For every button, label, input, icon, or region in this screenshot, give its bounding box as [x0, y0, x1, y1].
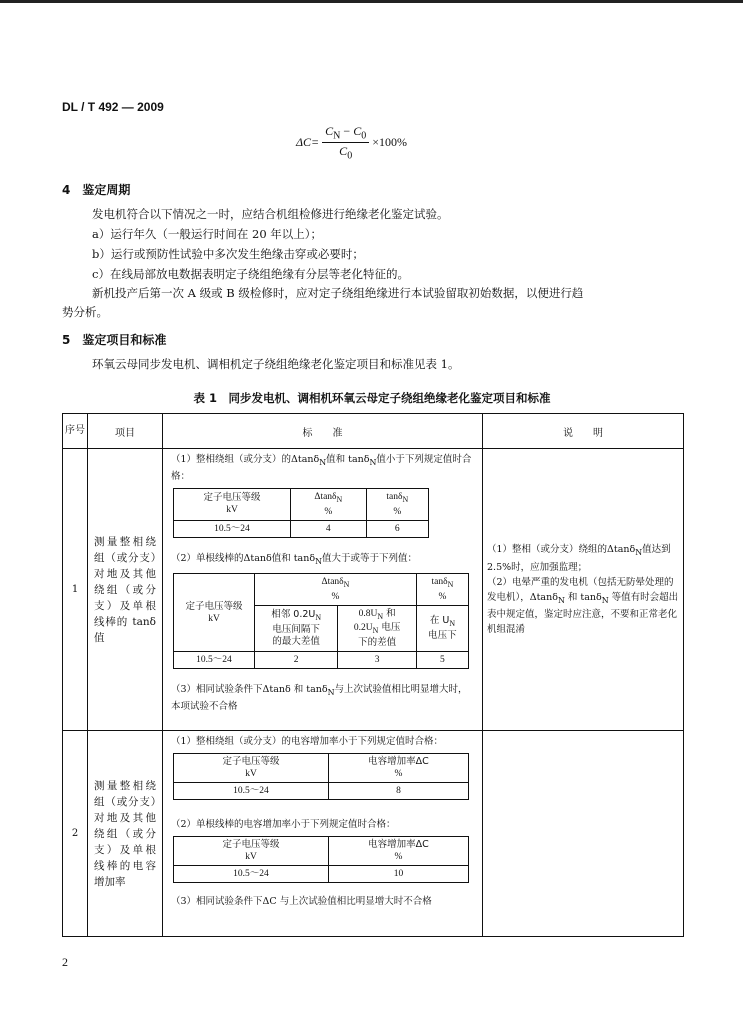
t3-header-voltage: 定子电压等级 kV	[174, 754, 329, 783]
t1-header-delta-tan: Δtanδ$_N$ %	[291, 488, 367, 520]
header-item: 项目	[88, 414, 163, 449]
section-4-intro: 发电机符合以下情况之一时，应结合机组检修进行绝缘老化鉴定试验。	[92, 207, 449, 221]
t3-capacitance-value: 8	[329, 783, 469, 800]
table-row	[63, 731, 684, 937]
row-1-criterion-2: （2）单根线棒的Δtanδ值和 tanδ$_N$值大于或等于下列值：	[171, 552, 418, 566]
row-2-criterion-2: （2）单根线棒的电容增加率小于下列规定值时合格：	[171, 819, 396, 830]
t2-adjacent-value: 2	[255, 652, 338, 669]
assessment-table	[62, 413, 684, 937]
formula-denominator: $C_0$	[339, 144, 353, 162]
t2-header-delta-tan: Δtanδ$_N$ %	[255, 573, 417, 605]
section-4-para-line2: 势分析。	[62, 305, 108, 319]
formula-tail: ×100%	[372, 135, 407, 150]
t2-header-voltage: 定子电压等级 kV	[174, 573, 255, 652]
t1-delta-tan-value: 4	[291, 520, 367, 537]
row-1-single-bar-table	[173, 573, 469, 670]
formula-numerator: $C_N - C_0$	[322, 124, 369, 143]
page-number: 2	[62, 955, 68, 969]
row-1-note	[483, 449, 684, 731]
row-1-criterion-3: （3）相同试验条件下Δtanδ 和 tanδ$_N$与上次试验值相比明显增大时，本项试验不合格	[171, 684, 468, 713]
section-4-para-line1: 新机投产后第一次 A 级或 B 级检修时，应对定子绕组绝缘进行本试验留取初始数据，以便进行趋	[92, 286, 584, 300]
header-note: 说 明	[483, 414, 684, 449]
t2-voltage-value: 10.5～24	[174, 652, 255, 669]
formula-lhs: ΔC=	[296, 135, 320, 150]
standard-code: DL / T 492 — 2009	[62, 100, 164, 114]
formula-fraction	[322, 124, 369, 162]
t3-header-capacitance: 电容增加率ΔC %	[329, 754, 469, 783]
row-2-criterion-3: （3）相同试验条件下ΔC 与上次试验值相比明显增大时不合格	[171, 896, 432, 907]
row-2-seq: 2	[63, 731, 88, 937]
t3-voltage-value: 10.5～24	[174, 783, 329, 800]
section-4-heading: 4 鉴定周期	[62, 183, 131, 197]
t4-voltage-value: 10.5～24	[174, 866, 329, 883]
header-seq: 序号	[63, 414, 88, 449]
section-4-item-a: a）运行年久（一般运行时间在 20 年以上）；	[92, 227, 323, 241]
table-row	[63, 449, 684, 731]
header-standard: 标 准	[163, 414, 483, 449]
t1-header-tan: tanδ$_N$ %	[366, 488, 428, 520]
t2-difference-value: 3	[338, 652, 417, 669]
row-1-standard	[163, 449, 483, 731]
t2-subheader-difference: $0.8U_N$ 和 $0.2U_N$ 电压 下的差值	[338, 605, 417, 652]
table-header-row	[63, 414, 684, 449]
row-1-criterion-1: （1）整相绕组（或分支）的Δtanδ$_N$值和 tanδ$_N$值小于下列规定值时合格：	[171, 454, 472, 482]
row-2-single-bar-table	[173, 836, 469, 883]
t2-subheader-rated: 在 $U_N$ 电压下	[416, 605, 468, 652]
row-2-whole-winding-table	[173, 753, 469, 800]
t2-subheader-adjacent: 相邻 $0.2U_N$ 电压间隔下 的最大差值	[255, 605, 338, 652]
section-5-intro: 环氧云母同步发电机、调相机定子绕组绝缘老化鉴定项目和标准见表 1。	[92, 357, 460, 371]
top-rule	[0, 0, 743, 3]
t1-voltage-value: 10.5～24	[174, 520, 291, 537]
t2-header-tan: tanδ$_N$ %	[416, 573, 468, 605]
row-1-whole-winding-table	[173, 488, 429, 538]
row-1-seq: 1	[63, 449, 88, 731]
capacitance-increase-formula	[296, 124, 407, 162]
t4-capacitance-value: 10	[329, 866, 469, 883]
row-2-criterion-1: （1）整相绕组（或分支）的电容增加率小于下列规定值时合格：	[171, 736, 444, 747]
t2-tan-value: 5	[416, 652, 468, 669]
section-5-heading: 5 鉴定项目和标准	[62, 333, 167, 347]
row-1-note-2: （2）电晕严重的发电机（包括无防晕处理的发电机），Δtanδ$_N$ 和 tanδ$_N$ 等值有时会超出表中规定值，鉴定时应注意，不要和正常老化机组混淆	[487, 576, 679, 636]
t1-header-voltage: 定子电压等级 kV	[174, 488, 291, 520]
row-1-item: 测量整相绕组（或分支）对地及其他绕组（或分支）及单根线棒的 tanδ值	[88, 449, 163, 731]
row-1-note-1: （1）整相（或分支）绕组的Δtanδ$_N$值达到 2.5%时，应加强监理；	[487, 543, 671, 573]
row-2-standard	[163, 731, 483, 937]
section-4-item-c: c）在线局部放电数据表明定子绕组绝缘有分层等老化特征的。	[92, 267, 409, 281]
t4-header-capacitance: 电容增加率ΔC %	[329, 837, 469, 866]
table-caption: 表 1 同步发电机、调相机环氧云母定子绕组绝缘老化鉴定项目和标准	[193, 391, 551, 405]
t4-header-voltage: 定子电压等级 kV	[174, 837, 329, 866]
t1-tan-value: 6	[366, 520, 428, 537]
row-2-item: 测量整相绕组（或分支）对地及其他绕组（或分支）及单根线棒的电容增加率	[88, 731, 163, 937]
row-2-note	[483, 731, 684, 937]
section-4-item-b: b）运行或预防性试验中多次发生绝缘击穿或必要时；	[92, 247, 364, 261]
